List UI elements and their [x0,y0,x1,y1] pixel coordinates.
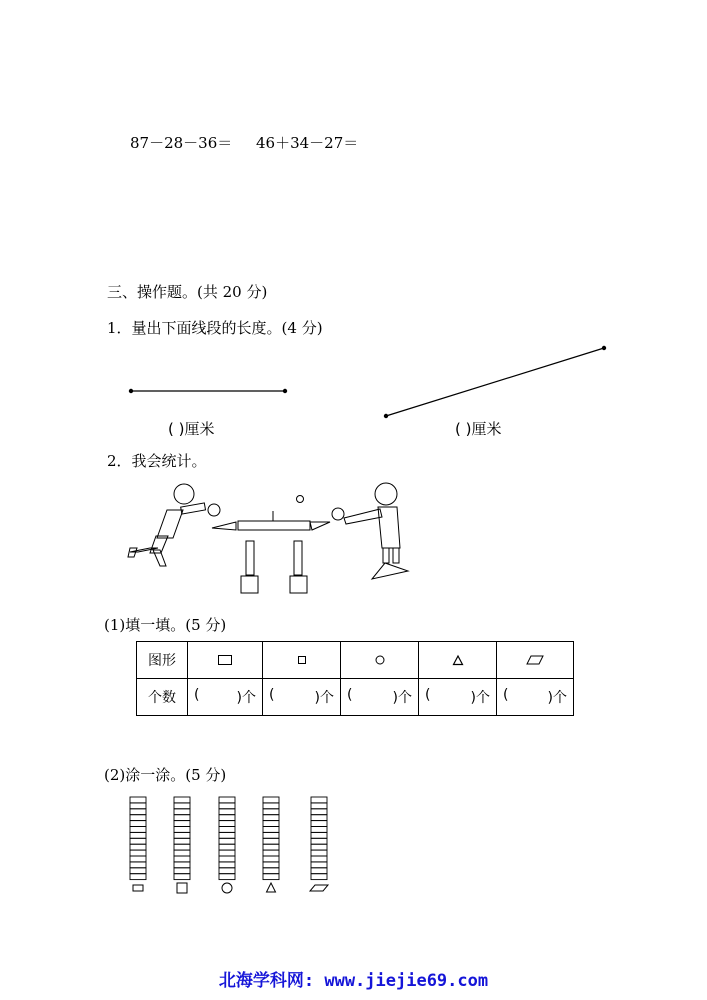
grid-cell[interactable] [263,809,279,815]
grid-cell[interactable] [311,856,327,862]
grid-cell[interactable] [174,850,190,856]
rectangle-icon [133,885,143,891]
grid-column[interactable] [174,797,190,880]
grid-cell[interactable] [174,874,190,880]
grid-cell[interactable] [130,838,146,844]
grid-cell[interactable] [174,838,190,844]
grid-cell[interactable] [219,844,235,850]
grid-cell[interactable] [174,815,190,821]
grid-cell[interactable] [263,844,279,850]
grid-cell[interactable] [130,797,146,803]
grid-cell[interactable] [130,844,146,850]
question-1-title: 1．量出下面线段的长度。(4 分) [107,319,323,337]
question-2-title: 2．我会统计。 [107,452,207,470]
part1-title: (1)填一填。(5 分) [104,616,227,634]
grid-cell[interactable] [219,856,235,862]
grid-cell[interactable] [311,827,327,833]
grid-cell[interactable] [174,862,190,868]
grid-cell[interactable] [263,821,279,827]
grid-column[interactable] [219,797,235,880]
grid-cell[interactable] [219,850,235,856]
grid-cell[interactable] [311,838,327,844]
expression-2: 46＋34－27＝ [256,134,359,152]
grid-cell[interactable] [174,797,190,803]
grid-cell[interactable] [174,856,190,862]
count-blank-rectangle[interactable]: ( )个 [188,679,263,716]
footer-watermark: 北海学科网: www.jiejie69.com [218,971,489,991]
grid-cell[interactable] [174,803,190,809]
grid-cell[interactable] [130,862,146,868]
grid-cell[interactable] [174,821,190,827]
grid-cell[interactable] [130,868,146,874]
grid-cell[interactable] [219,809,235,815]
grid-cell[interactable] [219,797,235,803]
grid-cell[interactable] [263,850,279,856]
grid-cell[interactable] [219,832,235,838]
grid-cell[interactable] [311,850,327,856]
grid-cell[interactable] [263,797,279,803]
grid-cell[interactable] [219,838,235,844]
grid-cell[interactable] [219,862,235,868]
grid-cell[interactable] [130,827,146,833]
grid-cell[interactable] [219,874,235,880]
grid-cell[interactable] [130,874,146,880]
grid-cell[interactable] [174,809,190,815]
grid-cell[interactable] [263,874,279,880]
grid-cell[interactable] [219,803,235,809]
part2-title: (2)涂一涂。(5 分) [104,766,227,784]
grid-cell[interactable] [263,827,279,833]
grid-cell[interactable] [130,809,146,815]
count-header: 个数 [137,679,188,716]
grid-cell[interactable] [263,838,279,844]
grid-cell[interactable] [311,832,327,838]
grid-cell[interactable] [263,832,279,838]
grid-cell[interactable] [311,797,327,803]
grid-cell[interactable] [263,856,279,862]
grid-cell[interactable] [311,803,327,809]
grid-column[interactable] [130,797,146,880]
grid-cell[interactable] [130,832,146,838]
grid-cell[interactable] [311,809,327,815]
grid-cell[interactable] [219,868,235,874]
circle-icon [222,883,232,893]
grid-cell[interactable] [263,815,279,821]
grid-cell[interactable] [174,868,190,874]
grid-cell[interactable] [263,803,279,809]
grid-cell[interactable] [174,844,190,850]
answer-blank-right[interactable]: ( )厘米 [455,420,502,438]
grid-cell[interactable] [311,862,327,868]
section-heading: 三、操作题。(共 20 分) [107,283,268,301]
shape-header: 图形 [137,642,188,679]
grid-cell[interactable] [130,803,146,809]
grid-cell[interactable] [174,827,190,833]
grid-cell[interactable] [311,874,327,880]
square-icon [177,883,187,893]
grid-cell[interactable] [311,815,327,821]
count-blank-parallelogram[interactable]: ( )个 [497,679,574,716]
grid-cell[interactable] [219,815,235,821]
parallelogram-icon [310,885,328,891]
triangle-icon [267,883,276,892]
grid-cell[interactable] [130,856,146,862]
grid-cell[interactable] [130,815,146,821]
grid-cell[interactable] [311,844,327,850]
grid-cell[interactable] [219,827,235,833]
grid-cell[interactable] [311,821,327,827]
grid-column[interactable] [263,797,279,880]
grid-cell[interactable] [219,821,235,827]
count-blank-triangle[interactable]: ( )个 [419,679,497,716]
count-blank-square[interactable]: ( )个 [263,679,341,716]
count-blank-circle[interactable]: ( )个 [341,679,419,716]
grid-cell[interactable] [130,821,146,827]
grid-cell[interactable] [311,868,327,874]
grid-cell[interactable] [263,862,279,868]
grid-cell[interactable] [263,868,279,874]
grid-cell[interactable] [130,850,146,856]
grid-cell[interactable] [174,832,190,838]
grid-column[interactable] [311,797,327,880]
answer-blank-left[interactable]: ( )厘米 [168,420,215,438]
expression-1: 87－28－36＝ [130,134,233,152]
